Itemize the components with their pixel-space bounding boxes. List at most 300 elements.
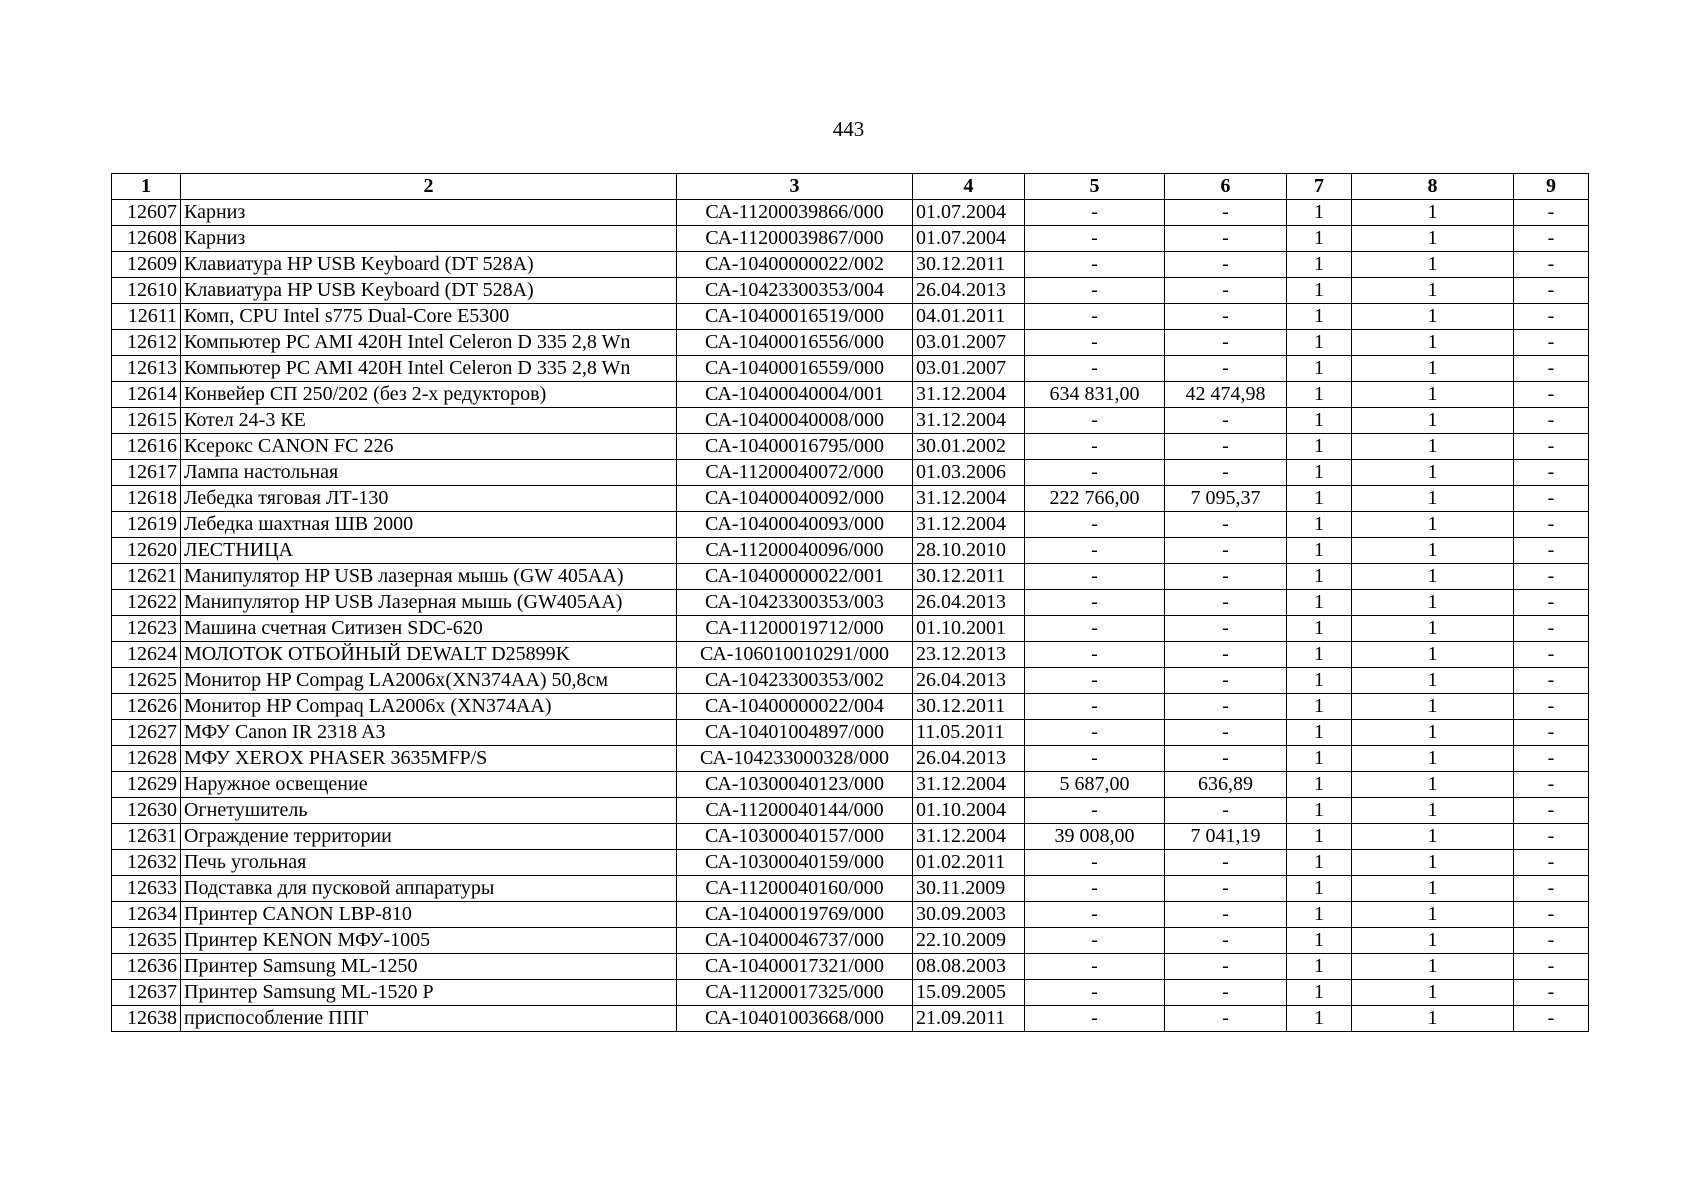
value-5-cell: - — [1025, 460, 1165, 486]
value-6-cell: - — [1165, 330, 1287, 356]
inventory-code-cell: СА-10400016519/000 — [677, 304, 913, 330]
value-6-cell: - — [1165, 720, 1287, 746]
date-cell: 03.01.2007 — [913, 330, 1025, 356]
value-6-cell: - — [1165, 746, 1287, 772]
value-8-cell: 1 — [1352, 902, 1514, 928]
table-row — [112, 356, 1589, 382]
inventory-code-cell: СА-11200039866/000 — [677, 200, 913, 226]
value-5-cell: - — [1025, 694, 1165, 720]
row-number-cell: 12613 — [112, 356, 181, 382]
row-number-cell: 12638 — [112, 1006, 181, 1032]
value-6-cell: - — [1165, 200, 1287, 226]
value-5-cell: - — [1025, 616, 1165, 642]
value-7-cell: 1 — [1287, 200, 1352, 226]
table-row — [112, 330, 1589, 356]
value-9-cell: - — [1514, 980, 1589, 1006]
date-cell: 31.12.2004 — [913, 486, 1025, 512]
inventory-code-cell: СА-10300040123/000 — [677, 772, 913, 798]
item-name-cell: Компьютер PC AMI 420H Intel Celeron D 335 2,8 Wn — [181, 330, 677, 356]
value-9-cell: - — [1514, 1006, 1589, 1032]
value-7-cell: 1 — [1287, 694, 1352, 720]
item-name-cell: Карниз — [181, 200, 677, 226]
value-9-cell: - — [1514, 382, 1589, 408]
item-name-cell: Клавиатура HP USB Keyboard (DT 528A) — [181, 278, 677, 304]
value-5-cell: 39 008,00 — [1025, 824, 1165, 850]
row-number-cell: 12633 — [112, 876, 181, 902]
value-9-cell: - — [1514, 226, 1589, 252]
table-row — [112, 226, 1589, 252]
value-8-cell: 1 — [1352, 1006, 1514, 1032]
inventory-code-cell: СА-10400019769/000 — [677, 902, 913, 928]
table-header-row — [112, 174, 1589, 200]
value-8-cell: 1 — [1352, 798, 1514, 824]
item-name-cell: Карниз — [181, 226, 677, 252]
date-cell: 01.10.2004 — [913, 798, 1025, 824]
date-cell: 01.07.2004 — [913, 200, 1025, 226]
item-name-cell: ЛЕСТНИЦА — [181, 538, 677, 564]
value-9-cell: - — [1514, 408, 1589, 434]
value-5-cell: 222 766,00 — [1025, 486, 1165, 512]
value-5-cell: 634 831,00 — [1025, 382, 1165, 408]
date-cell: 30.11.2009 — [913, 876, 1025, 902]
value-6-cell: - — [1165, 590, 1287, 616]
row-number-cell: 12632 — [112, 850, 181, 876]
value-8-cell: 1 — [1352, 928, 1514, 954]
value-9-cell: - — [1514, 642, 1589, 668]
value-6-cell: - — [1165, 356, 1287, 382]
column-header: 7 — [1287, 174, 1352, 200]
date-cell: 30.12.2011 — [913, 564, 1025, 590]
table-row — [112, 902, 1589, 928]
row-number-cell: 12607 — [112, 200, 181, 226]
table-row — [112, 460, 1589, 486]
inventory-code-cell: СА-11200019712/000 — [677, 616, 913, 642]
value-7-cell: 1 — [1287, 616, 1352, 642]
row-number-cell: 12615 — [112, 408, 181, 434]
inventory-code-cell: СА-10400016559/000 — [677, 356, 913, 382]
row-number-cell: 12623 — [112, 616, 181, 642]
item-name-cell: Лебедка тяговая ЛТ-130 — [181, 486, 677, 512]
value-8-cell: 1 — [1352, 486, 1514, 512]
row-number-cell: 12617 — [112, 460, 181, 486]
date-cell: 30.12.2011 — [913, 252, 1025, 278]
value-7-cell: 1 — [1287, 486, 1352, 512]
date-cell: 15.09.2005 — [913, 980, 1025, 1006]
item-name-cell: Манипулятор HP USB лазерная мышь (GW 405AA) — [181, 564, 677, 590]
item-name-cell: Монитор HP Compaq LA2006x (XN374AA) — [181, 694, 677, 720]
inventory-code-cell: СА-10401004897/000 — [677, 720, 913, 746]
value-8-cell: 1 — [1352, 538, 1514, 564]
inventory-code-cell: СА-11200039867/000 — [677, 226, 913, 252]
value-5-cell: - — [1025, 668, 1165, 694]
value-8-cell: 1 — [1352, 460, 1514, 486]
inventory-code-cell: СА-10423300353/003 — [677, 590, 913, 616]
value-8-cell: 1 — [1352, 590, 1514, 616]
value-7-cell: 1 — [1287, 954, 1352, 980]
table-row — [112, 408, 1589, 434]
item-name-cell: Комп, CPU Intel s775 Dual-Core E5300 — [181, 304, 677, 330]
table-row — [112, 824, 1589, 850]
inventory-code-cell: СА-10400000022/004 — [677, 694, 913, 720]
date-cell: 31.12.2004 — [913, 824, 1025, 850]
row-number-cell: 12619 — [112, 512, 181, 538]
value-8-cell: 1 — [1352, 330, 1514, 356]
value-6-cell: - — [1165, 876, 1287, 902]
table-row — [112, 642, 1589, 668]
date-cell: 30.12.2011 — [913, 694, 1025, 720]
item-name-cell: Лебедка шахтная ШВ 2000 — [181, 512, 677, 538]
item-name-cell: Монитор HP Compag LA2006x(XN374AA) 50,8см — [181, 668, 677, 694]
row-number-cell: 12629 — [112, 772, 181, 798]
value-8-cell: 1 — [1352, 772, 1514, 798]
value-8-cell: 1 — [1352, 824, 1514, 850]
inventory-code-cell: СА-104233000328/000 — [677, 746, 913, 772]
value-9-cell: - — [1514, 694, 1589, 720]
inventory-code-cell: СА-10401003668/000 — [677, 1006, 913, 1032]
date-cell: 26.04.2013 — [913, 746, 1025, 772]
date-cell: 31.12.2004 — [913, 382, 1025, 408]
value-9-cell: - — [1514, 460, 1589, 486]
value-5-cell: - — [1025, 954, 1165, 980]
table-row — [112, 980, 1589, 1006]
value-5-cell: - — [1025, 434, 1165, 460]
value-5-cell: - — [1025, 512, 1165, 538]
value-8-cell: 1 — [1352, 252, 1514, 278]
value-6-cell: - — [1165, 850, 1287, 876]
value-9-cell: - — [1514, 538, 1589, 564]
column-header: 3 — [677, 174, 913, 200]
value-8-cell: 1 — [1352, 668, 1514, 694]
inventory-code-cell: СА-10423300353/002 — [677, 668, 913, 694]
table-row — [112, 252, 1589, 278]
date-cell: 22.10.2009 — [913, 928, 1025, 954]
value-5-cell: - — [1025, 590, 1165, 616]
date-cell: 26.04.2013 — [913, 668, 1025, 694]
value-8-cell: 1 — [1352, 720, 1514, 746]
row-number-cell: 12626 — [112, 694, 181, 720]
date-cell: 30.01.2002 — [913, 434, 1025, 460]
date-cell: 31.12.2004 — [913, 512, 1025, 538]
item-name-cell: МФУ XEROX PHASER 3635MFP/S — [181, 746, 677, 772]
value-6-cell: - — [1165, 408, 1287, 434]
value-6-cell: 42 474,98 — [1165, 382, 1287, 408]
value-7-cell: 1 — [1287, 902, 1352, 928]
value-5-cell: - — [1025, 408, 1165, 434]
value-8-cell: 1 — [1352, 434, 1514, 460]
value-8-cell: 1 — [1352, 850, 1514, 876]
page-number: 443 — [832, 117, 865, 141]
table-row — [112, 486, 1589, 512]
date-cell: 26.04.2013 — [913, 590, 1025, 616]
value-7-cell: 1 — [1287, 720, 1352, 746]
value-5-cell: - — [1025, 720, 1165, 746]
row-number-cell: 12621 — [112, 564, 181, 590]
value-6-cell: - — [1165, 304, 1287, 330]
value-8-cell: 1 — [1352, 200, 1514, 226]
value-5-cell: - — [1025, 1006, 1165, 1032]
value-7-cell: 1 — [1287, 1006, 1352, 1032]
row-number-cell: 12609 — [112, 252, 181, 278]
date-cell: 21.09.2011 — [913, 1006, 1025, 1032]
value-8-cell: 1 — [1352, 408, 1514, 434]
table-row — [112, 772, 1589, 798]
table-row — [112, 434, 1589, 460]
value-5-cell: - — [1025, 538, 1165, 564]
value-6-cell: - — [1165, 954, 1287, 980]
value-7-cell: 1 — [1287, 798, 1352, 824]
value-7-cell: 1 — [1287, 356, 1352, 382]
inventory-code-cell: СА-10400040093/000 — [677, 512, 913, 538]
value-9-cell: - — [1514, 512, 1589, 538]
value-8-cell: 1 — [1352, 304, 1514, 330]
value-6-cell: - — [1165, 252, 1287, 278]
item-name-cell: Котел 24-3 КЕ — [181, 408, 677, 434]
value-7-cell: 1 — [1287, 330, 1352, 356]
inventory-code-cell: СА-10400000022/002 — [677, 252, 913, 278]
value-8-cell: 1 — [1352, 616, 1514, 642]
table-row — [112, 564, 1589, 590]
value-9-cell: - — [1514, 356, 1589, 382]
date-cell: 26.04.2013 — [913, 278, 1025, 304]
row-number-cell: 12630 — [112, 798, 181, 824]
value-9-cell: - — [1514, 746, 1589, 772]
row-number-cell: 12622 — [112, 590, 181, 616]
row-number-cell: 12610 — [112, 278, 181, 304]
value-6-cell: - — [1165, 434, 1287, 460]
value-6-cell: - — [1165, 642, 1287, 668]
value-6-cell: - — [1165, 538, 1287, 564]
row-number-cell: 12631 — [112, 824, 181, 850]
table-row — [112, 746, 1589, 772]
table-body — [112, 200, 1589, 1032]
value-5-cell: - — [1025, 304, 1165, 330]
row-number-cell: 12616 — [112, 434, 181, 460]
value-9-cell: - — [1514, 954, 1589, 980]
table-row — [112, 512, 1589, 538]
row-number-cell: 12625 — [112, 668, 181, 694]
row-number-cell: 12618 — [112, 486, 181, 512]
row-number-cell: 12611 — [112, 304, 181, 330]
value-5-cell: - — [1025, 746, 1165, 772]
value-6-cell: - — [1165, 902, 1287, 928]
value-8-cell: 1 — [1352, 278, 1514, 304]
item-name-cell: Наружное освещение — [181, 772, 677, 798]
value-8-cell: 1 — [1352, 226, 1514, 252]
item-name-cell: Ограждение территории — [181, 824, 677, 850]
value-5-cell: - — [1025, 902, 1165, 928]
value-7-cell: 1 — [1287, 434, 1352, 460]
row-number-cell: 12624 — [112, 642, 181, 668]
item-name-cell: Принтер KENON МФУ-1005 — [181, 928, 677, 954]
inventory-code-cell: СА-106010010291/000 — [677, 642, 913, 668]
value-6-cell: - — [1165, 798, 1287, 824]
date-cell: 30.09.2003 — [913, 902, 1025, 928]
value-8-cell: 1 — [1352, 954, 1514, 980]
table-row — [112, 850, 1589, 876]
inventory-code-cell: СА-10423300353/004 — [677, 278, 913, 304]
value-5-cell: - — [1025, 928, 1165, 954]
value-9-cell: - — [1514, 824, 1589, 850]
value-9-cell: - — [1514, 720, 1589, 746]
inventory-code-cell: СА-10400000022/001 — [677, 564, 913, 590]
value-5-cell: - — [1025, 330, 1165, 356]
value-5-cell: - — [1025, 798, 1165, 824]
table-row — [112, 538, 1589, 564]
value-9-cell: - — [1514, 278, 1589, 304]
value-9-cell: - — [1514, 252, 1589, 278]
row-number-cell: 12635 — [112, 928, 181, 954]
value-8-cell: 1 — [1352, 876, 1514, 902]
row-number-cell: 12627 — [112, 720, 181, 746]
date-cell: 08.08.2003 — [913, 954, 1025, 980]
item-name-cell: Клавиатура HP USB Keyboard (DT 528A) — [181, 252, 677, 278]
value-8-cell: 1 — [1352, 564, 1514, 590]
item-name-cell: Ксерокс CANON FC 226 — [181, 434, 677, 460]
item-name-cell: Печь угольная — [181, 850, 677, 876]
value-6-cell: - — [1165, 1006, 1287, 1032]
value-7-cell: 1 — [1287, 980, 1352, 1006]
value-5-cell: 5 687,00 — [1025, 772, 1165, 798]
value-5-cell: - — [1025, 980, 1165, 1006]
value-9-cell: - — [1514, 850, 1589, 876]
value-6-cell: - — [1165, 668, 1287, 694]
value-9-cell: - — [1514, 668, 1589, 694]
inventory-code-cell: СА-10400040008/000 — [677, 408, 913, 434]
table-row — [112, 876, 1589, 902]
value-7-cell: 1 — [1287, 668, 1352, 694]
item-name-cell: Конвейер СП 250/202 (без 2-х редукторов) — [181, 382, 677, 408]
column-header: 6 — [1165, 174, 1287, 200]
row-number-cell: 12628 — [112, 746, 181, 772]
value-7-cell: 1 — [1287, 252, 1352, 278]
value-5-cell: - — [1025, 564, 1165, 590]
value-9-cell: - — [1514, 330, 1589, 356]
value-9-cell: - — [1514, 772, 1589, 798]
table-row — [112, 200, 1589, 226]
inventory-code-cell: СА-10400046737/000 — [677, 928, 913, 954]
column-header: 4 — [913, 174, 1025, 200]
table-row — [112, 928, 1589, 954]
inventory-code-cell: СА-11200040096/000 — [677, 538, 913, 564]
value-8-cell: 1 — [1352, 980, 1514, 1006]
value-5-cell: - — [1025, 642, 1165, 668]
item-name-cell: Принтер Samsung ML-1520 P — [181, 980, 677, 1006]
table-row — [112, 954, 1589, 980]
row-number-cell: 12620 — [112, 538, 181, 564]
date-cell: 01.03.2006 — [913, 460, 1025, 486]
inventory-code-cell: СА-10400016795/000 — [677, 434, 913, 460]
value-6-cell: - — [1165, 512, 1287, 538]
date-cell: 01.02.2011 — [913, 850, 1025, 876]
value-7-cell: 1 — [1287, 226, 1352, 252]
table-row — [112, 590, 1589, 616]
value-8-cell: 1 — [1352, 356, 1514, 382]
value-9-cell: - — [1514, 928, 1589, 954]
value-7-cell: 1 — [1287, 564, 1352, 590]
item-name-cell: МОЛОТОК ОТБОЙНЫЙ DEWALT D25899K — [181, 642, 677, 668]
inventory-code-cell: СА-11200040160/000 — [677, 876, 913, 902]
value-7-cell: 1 — [1287, 642, 1352, 668]
value-7-cell: 1 — [1287, 876, 1352, 902]
row-number-cell: 12637 — [112, 980, 181, 1006]
value-7-cell: 1 — [1287, 772, 1352, 798]
value-9-cell: - — [1514, 590, 1589, 616]
table-row — [112, 720, 1589, 746]
table-row — [112, 278, 1589, 304]
table-row — [112, 304, 1589, 330]
value-8-cell: 1 — [1352, 642, 1514, 668]
value-6-cell: - — [1165, 460, 1287, 486]
value-7-cell: 1 — [1287, 408, 1352, 434]
value-6-cell: - — [1165, 564, 1287, 590]
column-header: 8 — [1352, 174, 1514, 200]
row-number-cell: 12612 — [112, 330, 181, 356]
item-name-cell: Принтер Samsung ML-1250 — [181, 954, 677, 980]
item-name-cell: Огнетушитель — [181, 798, 677, 824]
inventory-code-cell: СА-10400016556/000 — [677, 330, 913, 356]
date-cell: 11.05.2011 — [913, 720, 1025, 746]
value-5-cell: - — [1025, 278, 1165, 304]
value-6-cell: - — [1165, 694, 1287, 720]
value-9-cell: - — [1514, 434, 1589, 460]
date-cell: 03.01.2007 — [913, 356, 1025, 382]
table-row — [112, 668, 1589, 694]
value-9-cell: - — [1514, 304, 1589, 330]
table-row — [112, 694, 1589, 720]
date-cell: 01.07.2004 — [913, 226, 1025, 252]
value-5-cell: - — [1025, 200, 1165, 226]
date-cell: 01.10.2001 — [913, 616, 1025, 642]
asset-table — [111, 173, 1589, 1032]
value-5-cell: - — [1025, 226, 1165, 252]
value-9-cell: - — [1514, 876, 1589, 902]
date-cell: 28.10.2010 — [913, 538, 1025, 564]
value-6-cell: 636,89 — [1165, 772, 1287, 798]
value-7-cell: 1 — [1287, 928, 1352, 954]
value-9-cell: - — [1514, 486, 1589, 512]
date-cell: 31.12.2004 — [913, 772, 1025, 798]
value-6-cell: - — [1165, 980, 1287, 1006]
value-9-cell: - — [1514, 798, 1589, 824]
value-7-cell: 1 — [1287, 590, 1352, 616]
value-7-cell: 1 — [1287, 460, 1352, 486]
value-9-cell: - — [1514, 564, 1589, 590]
item-name-cell: приспособление ППГ — [181, 1006, 677, 1032]
table-row — [112, 616, 1589, 642]
value-6-cell: 7 041,19 — [1165, 824, 1287, 850]
value-7-cell: 1 — [1287, 824, 1352, 850]
value-5-cell: - — [1025, 850, 1165, 876]
table-row — [112, 1006, 1589, 1032]
value-9-cell: - — [1514, 200, 1589, 226]
value-7-cell: 1 — [1287, 382, 1352, 408]
item-name-cell: Манипулятор HP USB Лазерная мышь (GW405AA) — [181, 590, 677, 616]
value-6-cell: - — [1165, 278, 1287, 304]
column-header: 1 — [112, 174, 181, 200]
item-name-cell: Компьютер PC AMI 420H Intel Celeron D 335 2,8 Wn — [181, 356, 677, 382]
value-9-cell: - — [1514, 902, 1589, 928]
row-number-cell: 12634 — [112, 902, 181, 928]
value-8-cell: 1 — [1352, 512, 1514, 538]
value-6-cell: - — [1165, 928, 1287, 954]
row-number-cell: 12636 — [112, 954, 181, 980]
inventory-code-cell: СА-10400040092/000 — [677, 486, 913, 512]
row-number-cell: 12614 — [112, 382, 181, 408]
inventory-code-cell: СА-10300040159/000 — [677, 850, 913, 876]
date-cell: 23.12.2013 — [913, 642, 1025, 668]
value-7-cell: 1 — [1287, 850, 1352, 876]
item-name-cell: Машина счетная Ситизен SDC-620 — [181, 616, 677, 642]
